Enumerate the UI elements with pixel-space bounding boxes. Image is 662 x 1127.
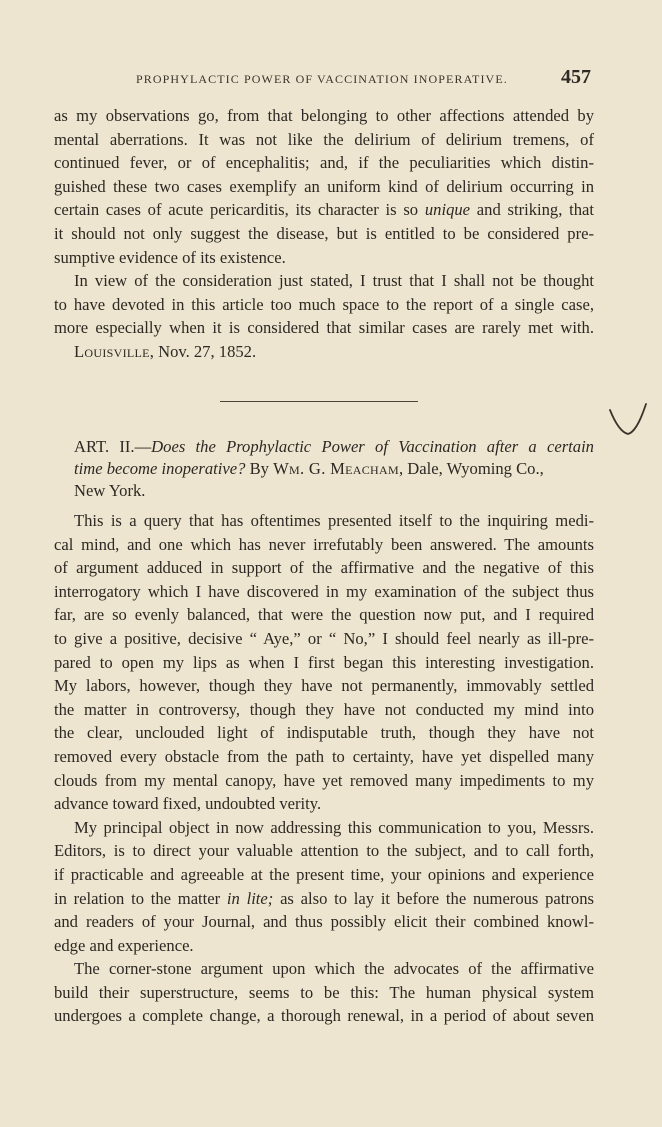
text-line: clouds from my mental canopy, have yet removed many impediments to my	[54, 770, 594, 790]
article-paragraph-3	[54, 957, 594, 1028]
article-label: ART. II.—	[74, 437, 152, 456]
signoff	[54, 340, 594, 364]
text-line: if practicable and agreeable at the present time, your opinions and experience	[54, 864, 594, 884]
text-line: removed every obstacle from the path to certainty, have yet dispelled many	[54, 746, 594, 766]
page-number: 457	[561, 66, 591, 88]
text-line: to have devoted in this article too much space to the report of a single case,	[54, 294, 594, 314]
text-line: the clear, unclouded light of indisputable truth, though they have not	[54, 723, 594, 743]
text-line: undergoes a complete change, a thorough renewal, in a period of about seven	[54, 1006, 594, 1026]
text-line: In view of the consideration just stated, I trust that I shall not be thought	[74, 271, 594, 291]
author-location: , Dale, Wyoming Co.,	[398, 459, 544, 478]
text-line: pared to open my lips as when I first began this interesting investigation.	[54, 652, 594, 672]
text-line: to give a positive, decisive “ Aye,” or “ No,” I should feel nearly as ill-pre-	[54, 628, 594, 648]
article-paragraph-2	[54, 816, 594, 958]
text-line: mental aberrations. It was not like the delirium of delirium tremens, of	[54, 129, 594, 149]
article-heading	[54, 436, 594, 502]
prev-paragraph-1	[54, 104, 594, 269]
text-run: as also to lay it before the numerous patrons	[273, 888, 594, 908]
article-title-1: Does the Prophylactic Power of Vaccination after a certain	[151, 437, 594, 456]
text-line: the matter in controversy, though they have not conducted my mind into	[54, 699, 594, 719]
text-line: The corner-stone argument upon which the advocates of the affirmative	[74, 959, 594, 979]
text-line: advance toward fixed, undoubted verity.	[54, 794, 322, 814]
text-line: of argument adduced in support of the affirmative and the negative of this	[54, 558, 594, 578]
heading-line-3: New York.	[74, 481, 146, 500]
emphasis-unique: unique	[424, 200, 471, 220]
text-line: it should not only suggest the disease, but is entitled to be considered pre-	[54, 223, 594, 243]
text-run: and striking, that	[470, 200, 594, 220]
article-paragraph-1	[54, 509, 594, 816]
text-line: build their superstructure, seems to be this: The human physical system	[54, 982, 594, 1002]
by-word: By	[245, 459, 274, 478]
text-line: interrogatory which I have discovered in my examination of the subject thus	[54, 581, 594, 601]
text-line: cal mind, and one which has never irrefutably been answered. The amounts	[54, 534, 594, 554]
text-line: far, are so evenly balanced, that were the question now put, and I required	[54, 605, 594, 625]
article-body	[54, 509, 594, 1028]
text-line: more especially when it is considered that similar cases are rarely met with.	[54, 318, 594, 338]
text-line: edge and experience.	[54, 935, 194, 955]
text-line: Editors, is to direct your valuable attention to the subject, and to call forth,	[54, 841, 594, 861]
signoff-place: Louisville	[74, 341, 150, 361]
running-head	[0, 66, 662, 92]
handwritten-check-mark-icon	[608, 402, 648, 438]
text-line: sumptive evidence of its existence.	[54, 247, 286, 267]
article-title-2: time become inoperative?	[74, 459, 246, 478]
author-name: Wm. G. Meacham	[273, 459, 399, 478]
text-run: certain cases of acute pericarditis, its character is so	[54, 200, 425, 220]
text-line: and readers of your Journal, and thus possibly elicit their combined knowl-	[54, 912, 594, 932]
text-line: This is a query that has oftentimes presented itself to the inquiring medi-	[74, 511, 594, 530]
heading-line-1	[54, 436, 594, 458]
signoff-line	[54, 340, 594, 364]
signoff-date: , Nov. 27, 1852.	[149, 341, 257, 361]
prev-article-text	[54, 104, 594, 364]
text-line: as my observations go, from that belonging to other affections attended by	[54, 106, 594, 125]
text-run: in relation to the matter	[54, 888, 227, 908]
text-line	[54, 887, 594, 911]
emphasis-in-lite: in lite;	[226, 888, 274, 908]
text-line: My labors, however, though they have not permanently, immovably settled	[54, 676, 594, 696]
running-title: PROPHYLACTIC POWER OF VACCINATION INOPERATIVE.	[136, 72, 508, 86]
heading-line-2	[54, 458, 594, 480]
prev-paragraph-2	[54, 269, 594, 340]
text-line: My principal object in now addressing this communication to you, Messrs.	[74, 817, 594, 837]
text-line: guished these two cases exemplify an uniform kind of delirium occurring in	[54, 176, 594, 196]
text-line: continued fever, or of encephalitis; and, if the peculiarities which distin-	[54, 153, 594, 173]
text-line	[54, 198, 594, 222]
section-divider	[220, 401, 418, 402]
